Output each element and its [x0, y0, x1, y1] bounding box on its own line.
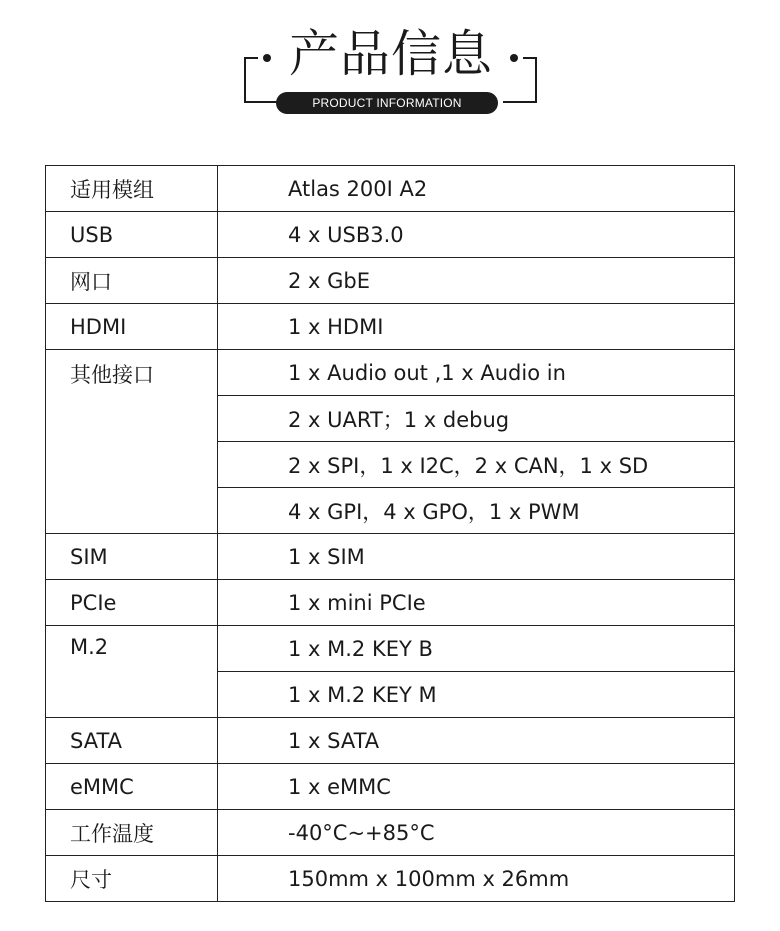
spec-table: [45, 165, 735, 902]
right-dot-ornament: [510, 54, 518, 62]
subtitle-badge: PRODUCT INFORMATION: [276, 92, 498, 114]
spec-value: 4 x USB3.0: [218, 212, 735, 258]
spec-label: SATA: [46, 718, 218, 764]
section-header: [0, 0, 780, 140]
table-row: [46, 810, 735, 856]
spec-label: PCIe: [46, 580, 218, 626]
table-row: [46, 304, 735, 350]
table-row: [46, 534, 735, 580]
spec-label: 尺寸: [46, 856, 218, 902]
table-row: [46, 764, 735, 810]
spec-value: 1 x eMMC: [218, 764, 735, 810]
spec-value: 4 x GPI，4 x GPO，1 x PWM: [218, 488, 735, 534]
table-row: [46, 718, 735, 764]
table-row: [46, 258, 735, 304]
spec-value: 150mm x 100mm x 26mm: [218, 856, 735, 902]
spec-value: 2 x UART；1 x debug: [218, 396, 735, 442]
spec-value: -40°C~+85°C: [218, 810, 735, 856]
spec-label: 网口: [46, 258, 218, 304]
table-row: [46, 212, 735, 258]
spec-label: 其他接口: [46, 350, 218, 534]
spec-value: 1 x SIM: [218, 534, 735, 580]
spec-value: 1 x M.2 KEY M: [218, 672, 735, 718]
table-row: [46, 350, 735, 396]
spec-value: 2 x SPI，1 x I2C，2 x CAN，1 x SD: [218, 442, 735, 488]
spec-value: 2 x GbE: [218, 258, 735, 304]
spec-label: 工作温度: [46, 810, 218, 856]
page-title: 产品信息: [289, 25, 493, 83]
spec-label: HDMI: [46, 304, 218, 350]
spec-value: 1 x HDMI: [218, 304, 735, 350]
spec-label: 适用模组: [46, 166, 218, 212]
table-row: [46, 626, 735, 672]
spec-value: 1 x Audio out ,1 x Audio in: [218, 350, 735, 396]
left-dot-ornament: [263, 54, 271, 62]
spec-label: SIM: [46, 534, 218, 580]
spec-value: Atlas 200I A2: [218, 166, 735, 212]
spec-label: USB: [46, 212, 218, 258]
spec-label: eMMC: [46, 764, 218, 810]
table-row: [46, 856, 735, 902]
table-row: [46, 166, 735, 212]
spec-value: 1 x M.2 KEY B: [218, 626, 735, 672]
table-row: [46, 580, 735, 626]
spec-value: 1 x mini PCIe: [218, 580, 735, 626]
spec-label: M.2: [46, 626, 218, 718]
spec-value: 1 x SATA: [218, 718, 735, 764]
